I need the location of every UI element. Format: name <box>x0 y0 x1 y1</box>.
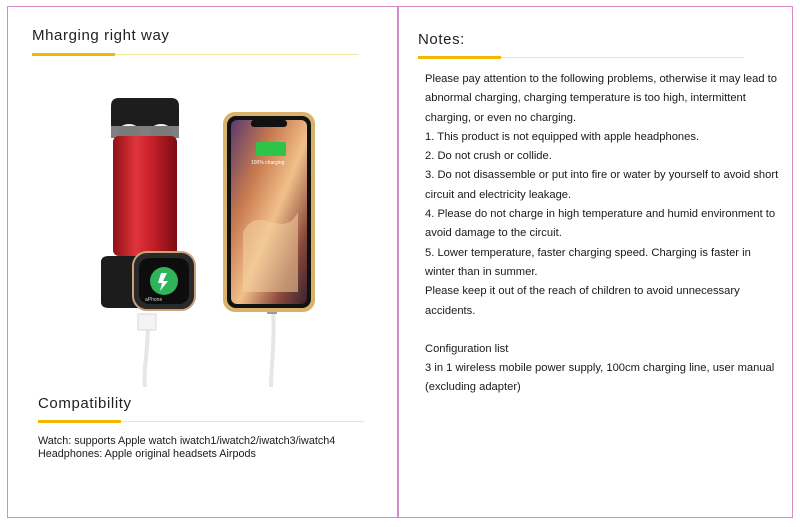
watch-brand-text: aPhone <box>145 297 163 303</box>
product-image <box>93 92 323 387</box>
charging-heading: Mharging right way <box>32 27 170 44</box>
config-text: 3 in 1 wireless mobile power supply, 100cm charging line, user manual (excluding adapter) <box>425 362 775 394</box>
compat-line-headphones: Headphones: Apple original headsets Airpods <box>38 448 256 460</box>
phone-screen-text: 100% charging <box>251 160 285 166</box>
note-item-3: 3. Do not disassemble or put into fire or water by yourself to avoid short circuit and electricity leakage. <box>425 169 779 201</box>
compat-line-watch: Watch: supports Apple watch iwatch1/iwatch2/iwatch3/iwatch4 <box>38 435 336 447</box>
note-item-5: 5. Lower temperature, faster charging speed. Charging is faster in winter than in summer. <box>425 246 751 278</box>
power-bank-body <box>113 136 177 256</box>
right-panel <box>398 6 793 518</box>
notes-body <box>425 70 780 398</box>
cable-right <box>271 310 274 387</box>
left-panel <box>7 6 398 518</box>
notes-heading: Notes: <box>418 31 465 48</box>
notes-intro: Please pay attention to the following problems, otherwise it may lead to abnormal charging, charging temperature is too high, intermittent charging, or even no charging. <box>425 73 777 124</box>
compatibility-heading: Compatibility <box>38 395 132 412</box>
note-item-1: 1. This product is not equipped with apple headphones. <box>425 130 700 143</box>
compatibility-text <box>38 435 388 461</box>
note-item-2: 2. Do not crush or collide. <box>425 150 552 163</box>
note-item-4: 4. Please do not charge in high temperature and humid environment to avoid damage to the circuit. <box>425 208 776 240</box>
config-heading: Configuration list <box>425 342 509 355</box>
notes-warning: Please keep it out of the reach of children to avoid unnecessary accidents. <box>425 285 740 317</box>
cable-left <box>145 322 148 387</box>
